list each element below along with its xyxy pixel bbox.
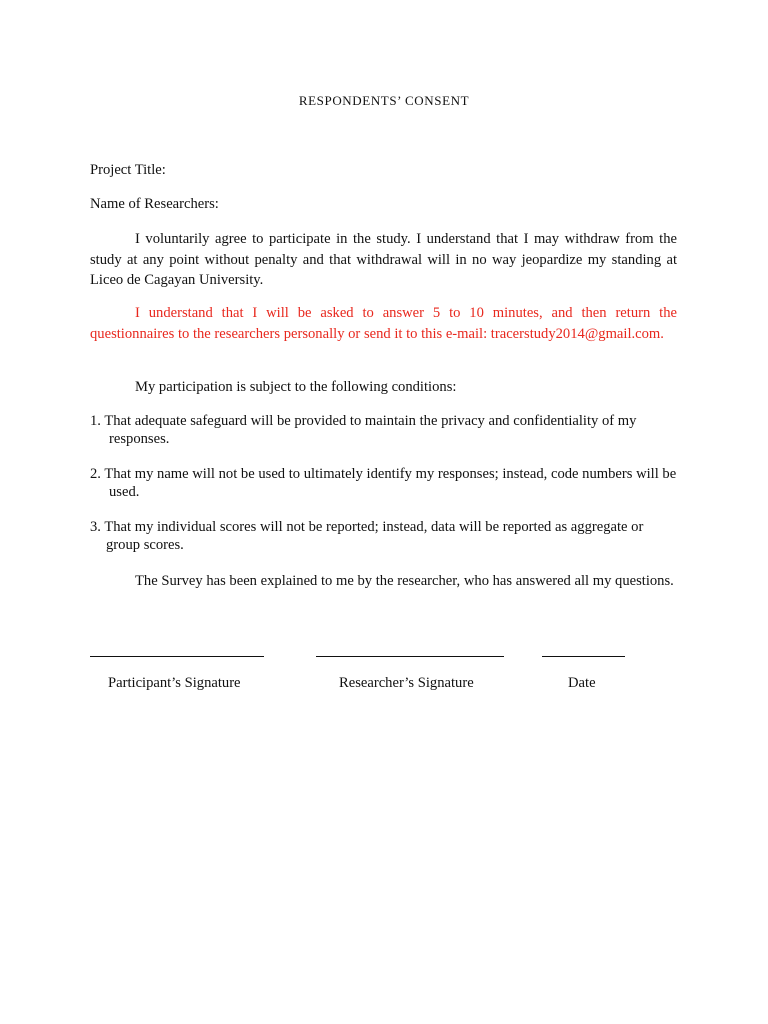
researchers-label: Name of Researchers: bbox=[90, 196, 219, 212]
conditions-intro: My participation is subject to the following conditions: bbox=[135, 379, 457, 395]
participant-signature-label: Participant’s Signature bbox=[108, 675, 241, 691]
date-line bbox=[542, 656, 625, 657]
instructions-paragraph: I understand that I will be asked to answer 5 to 10 minutes, and then return the questionnaires to the researchers personally or send it to this e-mail: tracerstudy2014@gmail.com. bbox=[90, 305, 677, 342]
participant-signature-line bbox=[90, 656, 264, 657]
page-title: RESPONDENTS’ CONSENT bbox=[298, 93, 470, 108]
date-label: Date bbox=[568, 675, 596, 691]
researcher-signature-label: Researcher’s Signature bbox=[339, 675, 474, 691]
condition-item-1: 1. That adequate safeguard will be provided to maintain the privacy and confidentiality of my responses. bbox=[90, 413, 637, 447]
closing-paragraph: The Survey has been explained to me by the researcher, who has answered all my questions. bbox=[135, 573, 674, 589]
condition-item-2: 2. That my name will not be used to ultimately identify my responses; instead, code numbers will be used. bbox=[90, 466, 677, 500]
project-title-label: Project Title: bbox=[90, 162, 166, 178]
condition-item-3: 3. That my individual scores will not be reported; instead, data will be reported as aggregate or group scores. bbox=[90, 519, 644, 553]
agreement-paragraph: I voluntarily agree to participate in the study. I understand that I may withdraw from the study at any point without penalty and that withdrawal will in no way jeopardize my standing at Liceo de Cagayan University. bbox=[90, 231, 677, 288]
researcher-signature-line bbox=[316, 656, 504, 657]
